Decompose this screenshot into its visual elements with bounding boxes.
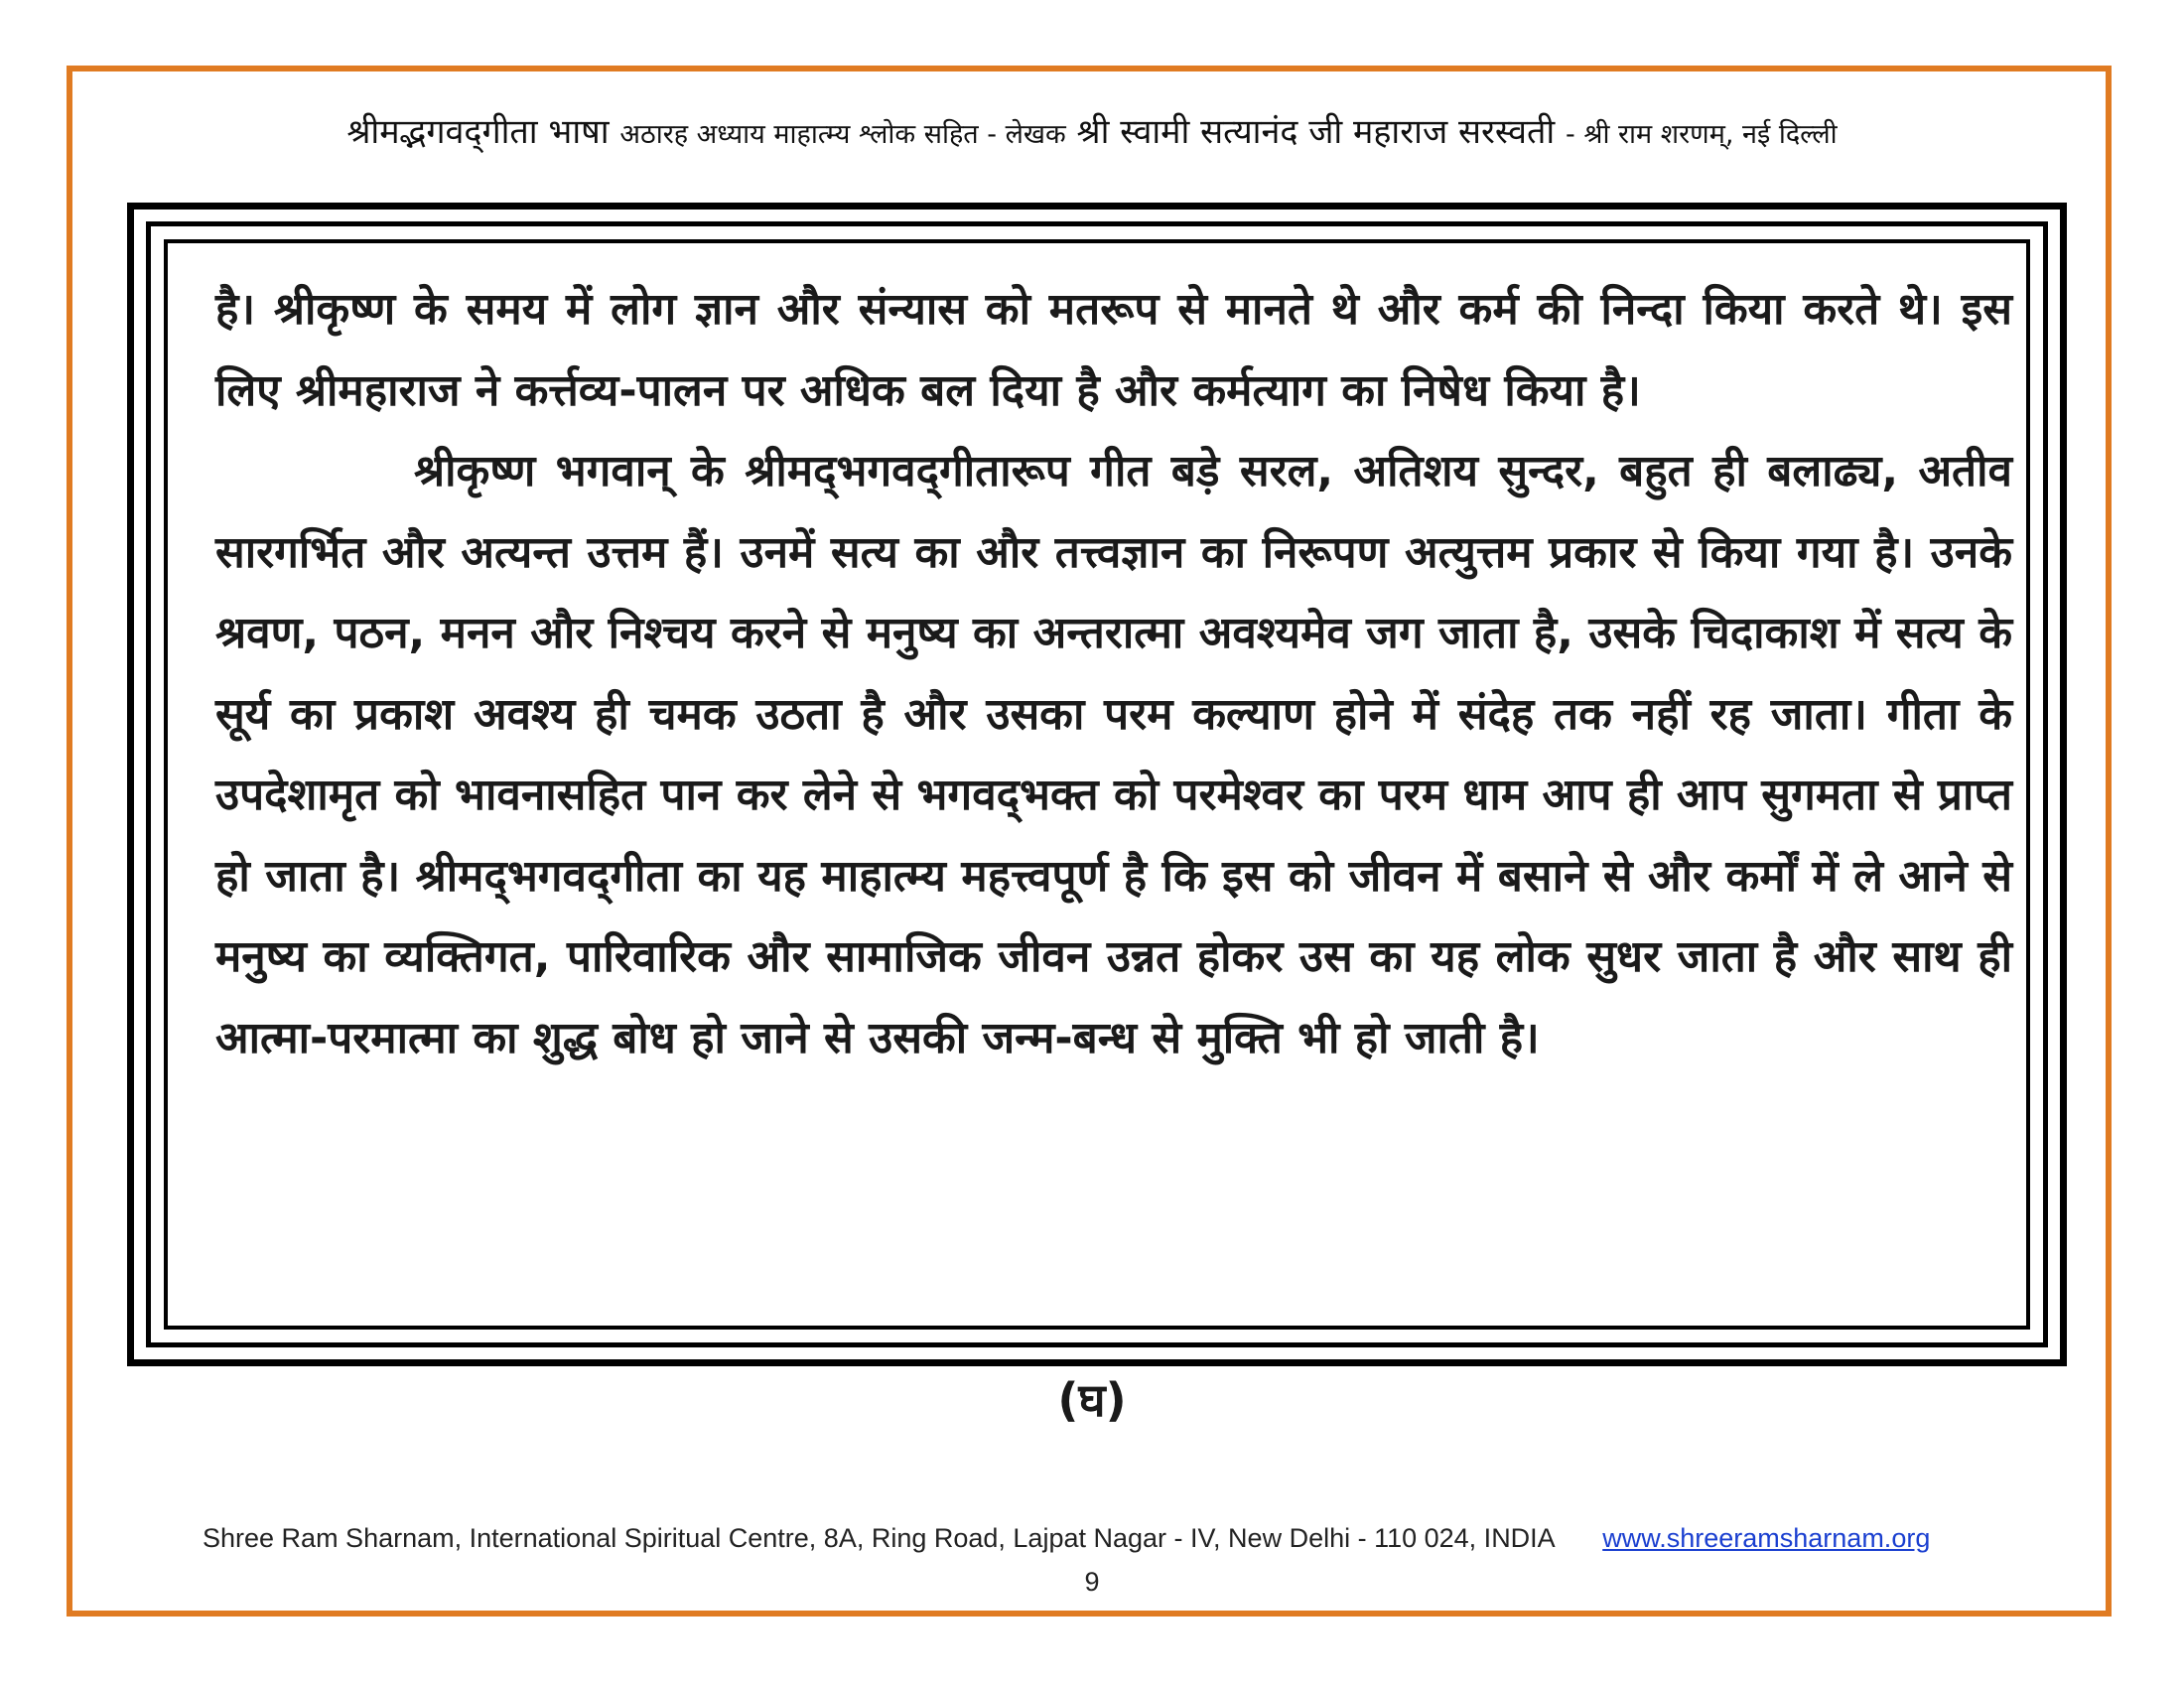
- header-subtitle: अठारह अध्याय माहात्म्य श्लोक सहित - लेखक: [619, 119, 1066, 150]
- body-paragraph-2: श्रीकृष्ण भगवान् के श्रीमद्‌भगवद्‌गीतारूप गीत बड़े सरल, अतिशय सुन्दर, बहुत ही बलाढ्य, अतीव सारगर्भित और अत्यन्त उत्तम हैं। उनमें सत्य का और तत्त्वज्ञान का निरूपण अत्युत्तम प्रकार से किया गया है। उनके श्रवण, पठन, मनन और निश्चय करने से मनुष्य का अन्तरात्मा अवश्यमेव जग जाता है, उसके चिदाकाश में सत्य के सूर्य का प्रकाश अवश्य ही चमक उठता है और उसका परम कल्याण होने में संदेह तक नहीं रह जाता। गीता के उपदेशामृत को भावनासहित पान कर लेने से भगवद्‌भक्त को परमेश्वर का परम धाम आप ही आप सुगमता से प्राप्त हो जाता है। श्रीमद्‌भगवद्‌गीता का यह माहात्म्य महत्त्वपूर्ण है कि इस को जीवन में बसाने से और कर्मों में ले आने से मनुष्य का व्यक्तिगत, पारिवारिक और सामाजिक जीवन उन्नत होकर उस का यह लोक सुधर जाता है और साथ ही आत्मा-परमात्मा का शुद्ध बोध हो जाने से उसकी जन्म-बन्ध से मुक्ति भी हो जाती है।: [215, 446, 2012, 1063]
- header-author: श्री स्वामी सत्यानंद जी महाराज सरस्वती: [1076, 112, 1556, 152]
- text-box-border: [127, 203, 2067, 1366]
- footer-website-link[interactable]: www.shreeramsharnam.org: [1602, 1523, 1931, 1553]
- header-book-title: श्रीमद्भगवद्‌गीता भाषा: [346, 112, 610, 152]
- body-text: [215, 269, 2012, 1078]
- page-number: 9: [1084, 1567, 1100, 1597]
- header-publisher: - श्री राम शरणम्, नई दिल्ली: [1566, 119, 1838, 150]
- footer: [203, 1523, 1989, 1554]
- footer-address: Shree Ram Sharnam, International Spiritual Centre, 8A, Ring Road, Lajpat Nagar - IV, New Delhi - 110 024, INDIA: [203, 1523, 1556, 1553]
- running-header: [99, 107, 2085, 153]
- page-letter: (घ): [1057, 1373, 1127, 1427]
- body-paragraph-1: है। श्रीकृष्ण के समय में लोग ज्ञान और संन्यास को मतरूप से मानते थे और कर्म की निन्दा किया करते थे। इस लिए श्रीमहाराज ने कर्त्तव्य-पालन पर अधिक बल दिया है और कर्मत्याग का निषेध किया है।: [215, 284, 2012, 416]
- text-box-border-inner: [164, 239, 2030, 1330]
- text-box-border-middle: [146, 221, 2048, 1347]
